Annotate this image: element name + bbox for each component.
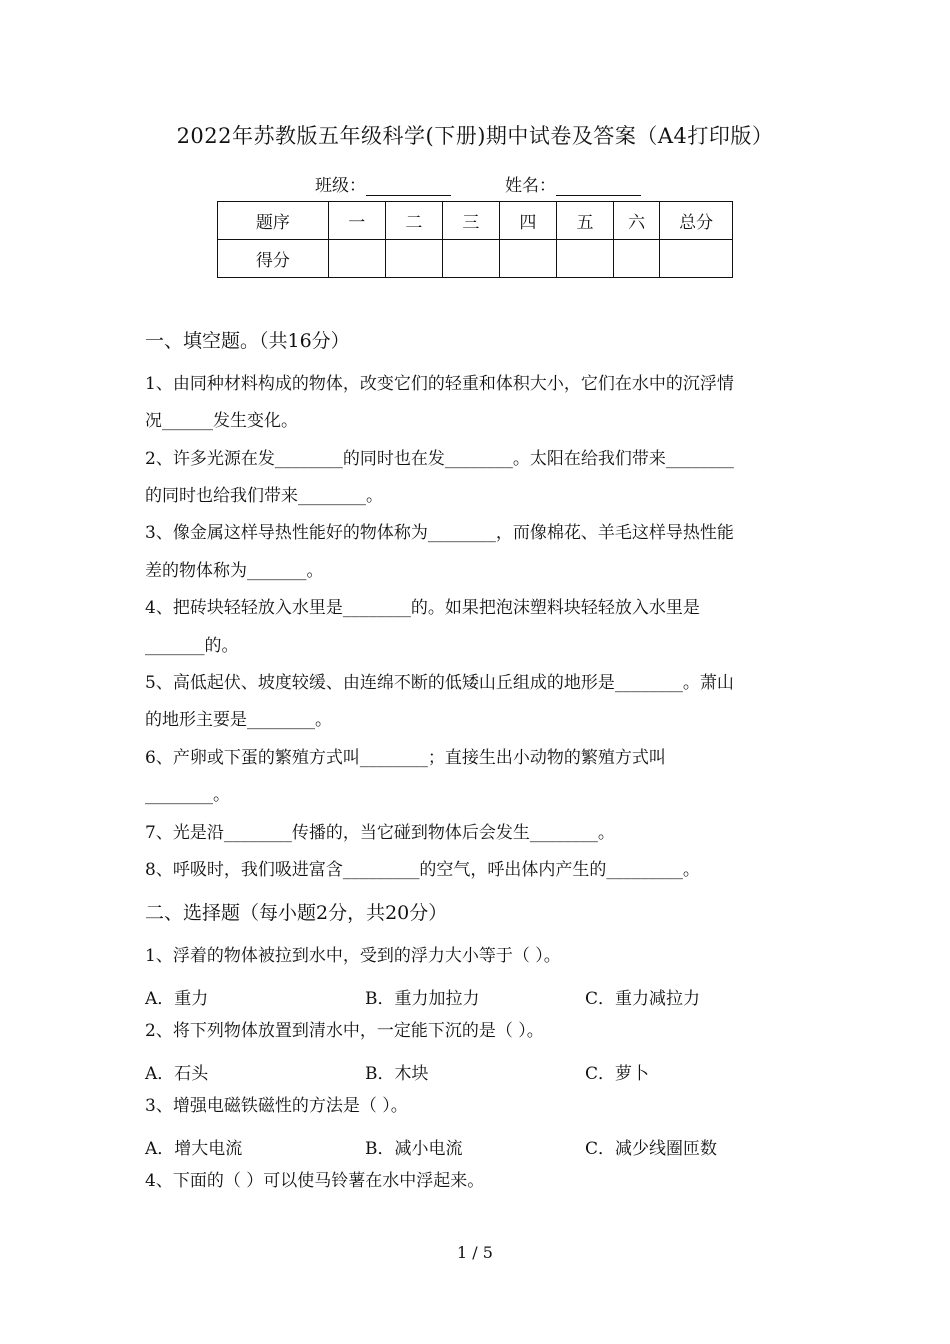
section2-title: 二、选择题（每小题2分，共20分） bbox=[145, 902, 448, 924]
name-blank[interactable] bbox=[556, 177, 641, 196]
score-cell[interactable] bbox=[499, 240, 556, 278]
header-cell: 一 bbox=[328, 202, 385, 240]
option-a[interactable]: A．增大电流 bbox=[145, 1139, 243, 1159]
score-row-label: 得分 bbox=[218, 240, 329, 278]
question-line: 的地形主要是________。 bbox=[145, 710, 332, 730]
score-cell[interactable] bbox=[613, 240, 659, 278]
score-cell[interactable] bbox=[442, 240, 499, 278]
question-line: 8、呼吸时，我们吸进富含_________的空气，呼出体内产生的_________。 bbox=[145, 860, 700, 880]
choice-question-stem: 4、下面的（ ）可以使马铃薯在水中浮起来。 bbox=[145, 1171, 485, 1191]
option-b[interactable]: B．重力加拉力 bbox=[365, 989, 480, 1009]
student-info bbox=[315, 171, 641, 196]
page-number: 1 / 5 bbox=[457, 1243, 493, 1262]
choice-question-stem: 1、浮着的物体被拉到水中，受到的浮力大小等于（ ）。 bbox=[145, 946, 561, 966]
option-c[interactable]: C．重力减拉力 bbox=[585, 989, 701, 1009]
question-line: 1、由同种材料构成的物体，改变它们的轻重和体积大小，它们在水中的沉浮情 bbox=[145, 374, 734, 394]
question-line: 况______发生变化。 bbox=[145, 411, 298, 431]
score-table-header-row bbox=[218, 202, 733, 240]
section1-title: 一、填空题。（共16分） bbox=[145, 330, 350, 352]
header-cell: 四 bbox=[499, 202, 556, 240]
score-table-score-row bbox=[218, 240, 733, 278]
question-line: ________。 bbox=[145, 785, 230, 805]
score-cell[interactable] bbox=[385, 240, 442, 278]
question-line: 5、高低起伏、坡度较缓、由连绵不断的低矮山丘组成的地形是________。萧山 bbox=[145, 673, 734, 693]
option-c[interactable]: C．萝卜 bbox=[585, 1064, 650, 1084]
question-line: _______的。 bbox=[145, 636, 239, 656]
option-a[interactable]: A．石头 bbox=[145, 1064, 209, 1084]
page-title: 2022年苏教版五年级科学(下册)期中试卷及答案（A4打印版） bbox=[176, 124, 774, 148]
option-b[interactable]: B．减小电流 bbox=[365, 1139, 463, 1159]
option-c[interactable]: C．减少线圈匝数 bbox=[585, 1139, 718, 1159]
header-cell: 总分 bbox=[660, 202, 733, 240]
question-line: 2、许多光源在发________的同时也在发________。太阳在给我们带来________ bbox=[145, 449, 734, 469]
header-cell: 五 bbox=[556, 202, 613, 240]
question-line: 4、把砖块轻轻放入水里是________的。如果把泡沫塑料块轻轻放入水里是 bbox=[145, 598, 700, 618]
option-a[interactable]: A．重力 bbox=[145, 989, 209, 1009]
option-b[interactable]: B．木块 bbox=[365, 1064, 429, 1084]
question-line: 7、光是沿________传播的，当它碰到物体后会发生________。 bbox=[145, 823, 615, 843]
question-line: 3、像金属这样导热性能好的物体称为________，而像棉花、羊毛这样导热性能 bbox=[145, 523, 734, 543]
header-cell: 三 bbox=[442, 202, 499, 240]
header-cell: 题序 bbox=[218, 202, 329, 240]
name-label: 姓名： bbox=[505, 176, 556, 196]
question-line: 6、产卵或下蛋的繁殖方式叫________；直接生出小动物的繁殖方式叫 bbox=[145, 748, 666, 768]
header-cell: 二 bbox=[385, 202, 442, 240]
class-label: 班级： bbox=[315, 176, 366, 196]
class-blank[interactable] bbox=[366, 177, 451, 196]
header-cell: 六 bbox=[613, 202, 659, 240]
score-cell[interactable] bbox=[660, 240, 733, 278]
question-line: 差的物体称为_______。 bbox=[145, 561, 324, 581]
score-table bbox=[217, 201, 733, 278]
score-cell[interactable] bbox=[556, 240, 613, 278]
score-cell[interactable] bbox=[328, 240, 385, 278]
choice-question-stem: 3、增强电磁铁磁性的方法是（ ）。 bbox=[145, 1096, 408, 1116]
question-line: 的同时也给我们带来________。 bbox=[145, 486, 383, 506]
choice-question-stem: 2、将下列物体放置到清水中，一定能下沉的是（ ）。 bbox=[145, 1021, 544, 1041]
